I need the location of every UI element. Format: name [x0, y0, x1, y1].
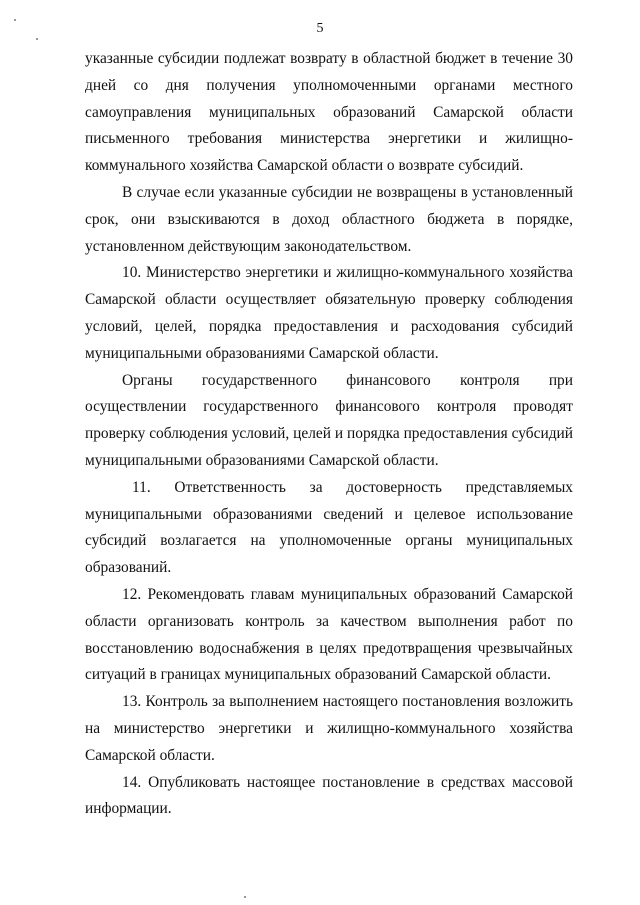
paragraph-item-12: 12. Рекомендовать главам муниципальных образований Самарской области организовать контроль за качеством выполнения работ по восстановлению водоснабжения в целях предотвращения чрезвычайных ситуаций в границах муниципальных образований Самарской области. [85, 585, 573, 684]
document-body [85, 46, 573, 823]
page-number: 5 [316, 21, 324, 36]
scan-speck [244, 896, 246, 898]
paragraph-item-14: 14. Опубликовать настоящее постановление в средствах массовой информации. [85, 773, 573, 818]
scan-speck [14, 19, 16, 21]
paragraph-item-13: 13. Контроль за выполнением настоящего постановления возложить на министерство энергетики и жилищно-коммунального хозяйства Самарской области. [85, 693, 573, 764]
paragraph-continuation: указанные субсидии подлежат возврату в областной бюджет в течение 30 дней со дня получения уполномоченными органами местного самоуправления муниципальных образований Самарской области письменного требования министерства энергетики и жилищно-коммунального хозяйства Самарской области о возврате субсидий. [85, 50, 573, 175]
paragraph-item-11: 11. Ответственность за достоверность представляемых муниципальными образованиями сведений и целевое использование субсидий возлагается на уполномоченные органы муниципальных образований. [85, 478, 573, 577]
paragraph-refund-recovery: В случае если указанные субсидии не возвращены в установленный срок, они взыскиваются в доход областного бюджета в порядке, установленном действующим законодательством. [85, 183, 573, 255]
paragraph-item-10: 10. Министерство энергетики и жилищно-коммунального хозяйства Самарской области осуществляет обязательную проверку соблюдения условий, целей, порядка предоставления и расходования субсидий муниципальными образованиями Самарской области. [85, 264, 573, 362]
paragraph-financial-control: Органы государственного финансового контроля при осуществлении государственного финансового контроля проводят проверку соблюдения условий, целей и порядка предоставления субсидий муниципальными образованиями Самарской области. [85, 371, 573, 469]
scan-speck [36, 38, 38, 40]
